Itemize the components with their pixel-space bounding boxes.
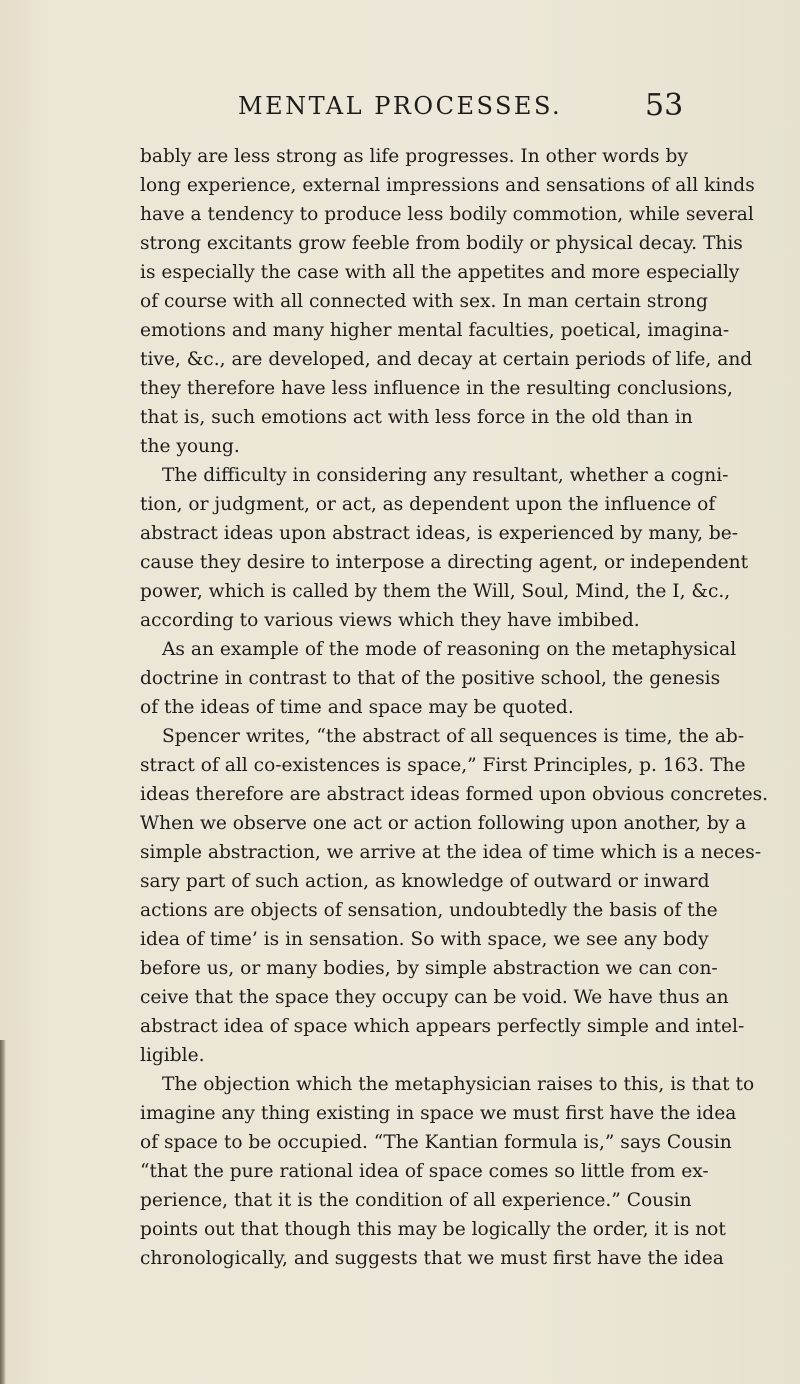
text-line: The difficulty in considering any resultant, whether a cogni-	[162, 465, 729, 486]
text-line: points out that though this may be logically the order, it is not	[140, 1219, 726, 1240]
text-line: ceive that the space they occupy can be void. We have thus an	[140, 987, 729, 1008]
text-line: When we observe one act or action following upon another, by a	[140, 813, 747, 834]
text-line: The objection which the metaphysician raises to this, is that to	[162, 1074, 755, 1095]
page-edge-shadow	[0, 1040, 6, 1384]
running-head-title: MENTAL PROCESSES.	[238, 92, 563, 120]
text-line: “that the pure rational idea of space comes so little from ex-	[140, 1161, 709, 1182]
text-line: that is, such emotions act with less force in the old than in	[140, 407, 693, 428]
text-line: bably are less strong as life progresses. In other words by	[140, 146, 688, 167]
text-line: cause they desire to interpose a directing agent, or independent	[140, 552, 749, 573]
text-line: abstract ideas upon abstract ideas, is experienced by many, be-	[140, 523, 739, 544]
page-number: 53	[645, 88, 684, 123]
text-line: according to various views which they have imbibed.	[140, 610, 640, 631]
text-line: stract of all co-existences is space,” First Principles, p. 163. The	[140, 755, 746, 776]
text-line: sary part of such action, as knowledge of outward or inward	[140, 871, 710, 892]
text-line: chronologically, and suggests that we must first have the idea	[140, 1248, 724, 1269]
text-line: Spencer writes, “the abstract of all sequences is time, the ab-	[162, 726, 745, 747]
text-line: strong excitants grow feeble from bodily or physical decay. This	[140, 233, 743, 254]
text-line: ideas therefore are abstract ideas formed upon obvious concretes.	[140, 784, 769, 805]
text-line: power, which is called by them the Will, Soul, Mind, the I, &c.,	[140, 581, 731, 602]
text-line: idea of time’ is in sensation. So with space, we see any body	[140, 929, 709, 950]
text-line: tion, or judgment, or act, as dependent upon the influence of	[140, 494, 716, 515]
running-head	[0, 88, 800, 132]
text-line: tive, &c., are developed, and decay at certain periods of life, and	[140, 349, 753, 370]
text-line: abstract idea of space which appears perfectly simple and intel-	[140, 1016, 745, 1037]
text-line: of course with all connected with sex. In man certain strong	[140, 291, 708, 312]
text-line: they therefore have less influence in the resulting conclusions,	[140, 378, 733, 399]
text-line: simple abstraction, we arrive at the idea of time which is a neces-	[140, 842, 762, 863]
text-line: As an example of the mode of reasoning on the metaphysical	[162, 639, 737, 660]
text-line: is especially the case with all the appetites and more especially	[140, 262, 740, 283]
text-line: before us, or many bodies, by simple abstraction we can con-	[140, 958, 718, 979]
text-line: of the ideas of time and space may be quoted.	[140, 697, 574, 718]
text-line: ligible.	[140, 1045, 205, 1066]
text-line: doctrine in contrast to that of the positive school, the genesis	[140, 668, 721, 689]
text-line: of space to be occupied. “The Kantian formula is,” says Cousin	[140, 1132, 732, 1153]
text-line: perience, that it is the condition of all experience.” Cousin	[140, 1190, 692, 1211]
text-line: actions are objects of sensation, undoubtedly the basis of the	[140, 900, 718, 921]
text-line: long experience, external impressions and sensations of all kinds	[140, 175, 755, 196]
text-line: emotions and many higher mental faculties, poetical, imagina-	[140, 320, 730, 341]
text-line: the young.	[140, 436, 240, 457]
body-text	[140, 142, 769, 1273]
text-line: have a tendency to produce less bodily commotion, while several	[140, 204, 754, 225]
text-line: imagine any thing existing in space we must first have the idea	[140, 1103, 737, 1124]
